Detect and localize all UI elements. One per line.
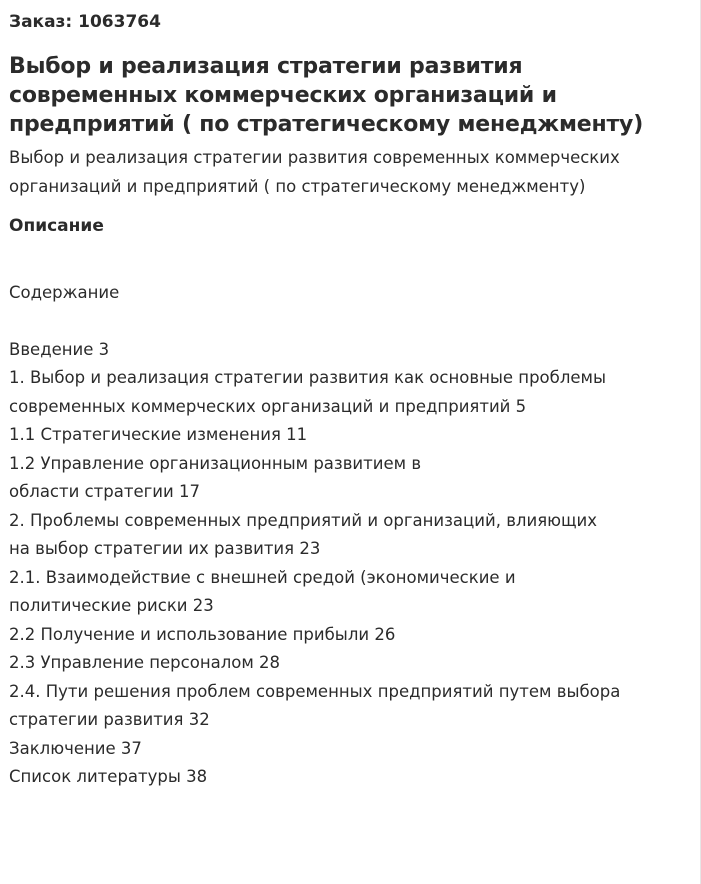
- contents-line: Список литературы 38: [9, 767, 208, 786]
- description-heading: Описание: [9, 216, 104, 236]
- contents-line: 2.2 Получение и использование прибыли 26: [9, 624, 396, 644]
- contents-line: 2.3 Управление персоналом 28: [9, 653, 281, 672]
- contents-line: современных коммерческих организаций и предприятий 5: [9, 396, 527, 416]
- contents-line: 1.2 Управление организационным развитием в: [9, 453, 422, 473]
- contents-line: 2.1. Взаимодействие с внешней средой (экономические и: [9, 567, 516, 587]
- contents-line: 2.4. Пути решения проблем современных предприятий путем выбора: [9, 681, 621, 701]
- contents-line: 1.1 Стратегические изменения 11: [9, 425, 308, 444]
- contents-line: Заключение 37: [9, 738, 142, 758]
- order-number: Заказ: 1063764: [9, 12, 161, 32]
- document-title: Выбор и реализация стратегии развития современных коммерческих организаций и предприятий ( по стратегическому менеджменту): [9, 54, 644, 137]
- contents-line: политические риски 23: [9, 596, 214, 615]
- contents-line: на выбор стратегии их развития 23: [9, 539, 321, 558]
- contents-line: стратегии развития 32: [9, 710, 210, 729]
- contents-line: Введение 3: [9, 339, 110, 359]
- contents-line: области стратегии 17: [9, 482, 200, 501]
- contents-line: 2. Проблемы современных предприятий и организаций, влияющих: [9, 510, 598, 530]
- description-body: [9, 279, 692, 792]
- contents-heading: Содержание: [9, 283, 120, 302]
- contents-line: 1. Выбор и реализация стратегии развития как основные проблемы: [9, 368, 606, 387]
- document-subtitle: Выбор и реализация стратегии развития современных коммерческих организаций и предприятий ( по стратегическому менеджменту): [9, 148, 620, 196]
